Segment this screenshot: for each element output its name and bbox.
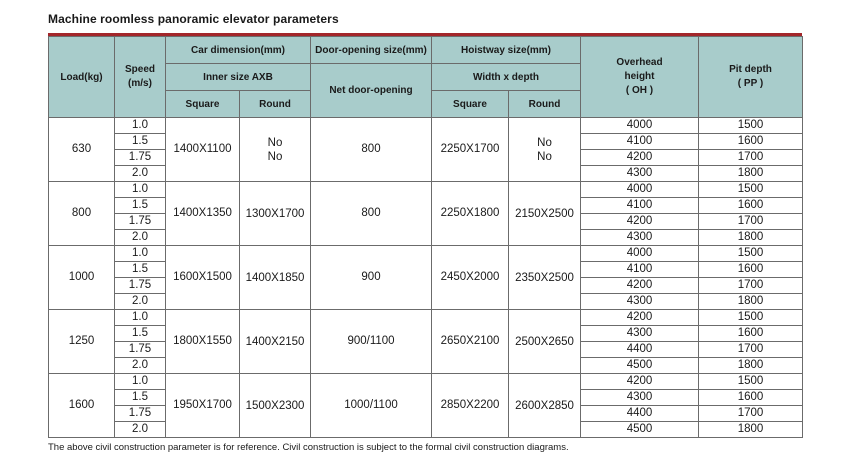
header-overhead [581, 37, 699, 118]
load-cell: 800 [49, 182, 115, 246]
pit-depth-cell: 1800 [699, 358, 803, 374]
door-opening-cell: 900/1100 [311, 310, 432, 374]
speed-cell: 2.0 [115, 358, 166, 374]
header-door-opening: Door-opening size(mm) [311, 37, 432, 64]
header-pit-line1: Pit depth [729, 64, 772, 75]
car-square-cell: 1600X1500 [166, 246, 240, 310]
table-row [49, 374, 803, 390]
pit-depth-cell: 1700 [699, 214, 803, 230]
overhead-cell: 4300 [581, 230, 699, 246]
overhead-cell: 4300 [581, 166, 699, 182]
load-cell: 630 [49, 118, 115, 182]
speed-cell: 1.5 [115, 262, 166, 278]
footnote: The above civil construction parameter is for reference. Civil construction is subject to the formal civil construction diagrams. [48, 442, 569, 453]
overhead-cell: 4400 [581, 406, 699, 422]
pit-depth-cell: 1800 [699, 422, 803, 438]
overhead-cell: 4400 [581, 342, 699, 358]
car-round-cell-line: 1400X2150 [245, 335, 305, 348]
car-round-cell [240, 182, 311, 246]
speed-cell: 1.0 [115, 310, 166, 326]
table-row [49, 182, 803, 198]
table-header [49, 37, 803, 118]
car-round-cell [240, 310, 311, 374]
overhead-cell: 4300 [581, 390, 699, 406]
pit-depth-cell: 1600 [699, 262, 803, 278]
speed-cell: 1.75 [115, 406, 166, 422]
load-cell: 1600 [49, 374, 115, 438]
hoistway-round-cell [509, 374, 581, 438]
car-round-cell [240, 246, 311, 310]
overhead-cell: 4300 [581, 294, 699, 310]
header-car-round: Round [240, 91, 311, 118]
speed-cell: 2.0 [115, 294, 166, 310]
speed-cell: 1.5 [115, 326, 166, 342]
car-square-cell: 1800X1550 [166, 310, 240, 374]
car-round-cell [240, 374, 311, 438]
pit-depth-cell: 1600 [699, 134, 803, 150]
header-overhead-line3: ( OH ) [625, 85, 654, 96]
pit-depth-cell: 1700 [699, 406, 803, 422]
pit-depth-cell: 1500 [699, 374, 803, 390]
table-row [49, 246, 803, 262]
hoistway-round-cell [509, 118, 581, 182]
hoistway-square-cell: 2250X1800 [432, 182, 509, 246]
car-round-cell-line: No [267, 136, 283, 149]
pit-depth-cell: 1700 [699, 342, 803, 358]
hoistway-round-cell-line: No [537, 136, 552, 149]
hoistway-round-cell-line: 2500X2650 [515, 335, 574, 348]
car-round-cell-line: 1500X2300 [245, 399, 305, 412]
car-round-cell [240, 118, 311, 182]
speed-cell: 1.75 [115, 150, 166, 166]
overhead-cell: 4200 [581, 310, 699, 326]
overhead-cell: 4100 [581, 198, 699, 214]
car-square-cell: 1400X1350 [166, 182, 240, 246]
hoistway-round-cell-line: No [537, 150, 552, 163]
car-round-cell-line: No [267, 150, 283, 163]
speed-cell: 1.75 [115, 278, 166, 294]
speed-cell: 1.75 [115, 342, 166, 358]
pit-depth-cell: 1600 [699, 326, 803, 342]
hoistway-square-cell: 2450X2000 [432, 246, 509, 310]
speed-cell: 2.0 [115, 166, 166, 182]
door-opening-cell: 800 [311, 182, 432, 246]
overhead-cell: 4200 [581, 278, 699, 294]
pit-depth-cell: 1800 [699, 166, 803, 182]
overhead-cell: 4000 [581, 182, 699, 198]
pit-depth-cell: 1500 [699, 182, 803, 198]
speed-cell: 1.5 [115, 134, 166, 150]
speed-cell: 1.0 [115, 374, 166, 390]
hoistway-round-cell [509, 310, 581, 374]
overhead-cell: 4300 [581, 326, 699, 342]
header-net-door: Net door-opening [311, 64, 432, 118]
header-load: Load(kg) [49, 37, 115, 118]
page-title: Machine roomless panoramic elevator parameters [48, 12, 339, 26]
hoistway-square-cell: 2850X2200 [432, 374, 509, 438]
header-hoistway: Hoistway size(mm) [432, 37, 581, 64]
speed-cell: 1.5 [115, 198, 166, 214]
pit-depth-cell: 1500 [699, 310, 803, 326]
header-width-depth: Width x depth [432, 64, 581, 91]
speed-cell: 2.0 [115, 422, 166, 438]
hoistway-round-cell-line: 2150X2500 [515, 207, 574, 220]
header-inner-size: Inner size AXB [166, 64, 311, 91]
hoistway-square-cell: 2650X2100 [432, 310, 509, 374]
overhead-cell: 4500 [581, 358, 699, 374]
hoistway-round-cell-line: 2350X2500 [515, 271, 574, 284]
table-row [49, 310, 803, 326]
header-hoistway-round: Round [509, 91, 581, 118]
overhead-cell: 4100 [581, 262, 699, 278]
hoistway-round-cell [509, 182, 581, 246]
speed-cell: 1.75 [115, 214, 166, 230]
table-row [49, 118, 803, 134]
overhead-cell: 4100 [581, 134, 699, 150]
load-cell: 1000 [49, 246, 115, 310]
pit-depth-cell: 1800 [699, 230, 803, 246]
speed-cell: 2.0 [115, 230, 166, 246]
car-round-cell-line: 1400X1850 [245, 271, 305, 284]
overhead-cell: 4000 [581, 118, 699, 134]
hoistway-round-cell-line: 2600X2850 [515, 399, 574, 412]
door-opening-cell: 1000/1100 [311, 374, 432, 438]
header-car-dimension: Car dimension(mm) [166, 37, 311, 64]
car-square-cell: 1950X1700 [166, 374, 240, 438]
overhead-cell: 4200 [581, 214, 699, 230]
speed-cell: 1.5 [115, 390, 166, 406]
header-overhead-line2: height [624, 71, 655, 82]
hoistway-square-cell: 2250X1700 [432, 118, 509, 182]
pit-depth-cell: 1700 [699, 150, 803, 166]
header-speed [115, 37, 166, 118]
car-round-cell-line: 1300X1700 [245, 207, 305, 220]
header-speed-line2: (m/s) [128, 78, 152, 89]
header-pit-line2: ( PP ) [737, 78, 764, 89]
pit-depth-cell: 1600 [699, 198, 803, 214]
load-cell: 1250 [49, 310, 115, 374]
door-opening-cell: 800 [311, 118, 432, 182]
header-pit-depth [699, 37, 803, 118]
header-hoistway-square: Square [432, 91, 509, 118]
pit-depth-cell: 1600 [699, 390, 803, 406]
header-speed-line1: Speed [124, 64, 155, 75]
overhead-cell: 4200 [581, 374, 699, 390]
overhead-cell: 4500 [581, 422, 699, 438]
header-car-square: Square [166, 91, 240, 118]
car-square-cell: 1400X1100 [166, 118, 240, 182]
overhead-cell: 4200 [581, 150, 699, 166]
overhead-cell: 4000 [581, 246, 699, 262]
header-overhead-line1: Overhead [616, 57, 663, 68]
speed-cell: 1.0 [115, 118, 166, 134]
pit-depth-cell: 1700 [699, 278, 803, 294]
speed-cell: 1.0 [115, 182, 166, 198]
pit-depth-cell: 1500 [699, 118, 803, 134]
hoistway-round-cell [509, 246, 581, 310]
pit-depth-cell: 1500 [699, 246, 803, 262]
speed-cell: 1.0 [115, 246, 166, 262]
table-body [49, 118, 803, 438]
parameters-table [48, 36, 803, 438]
door-opening-cell: 900 [311, 246, 432, 310]
pit-depth-cell: 1800 [699, 294, 803, 310]
